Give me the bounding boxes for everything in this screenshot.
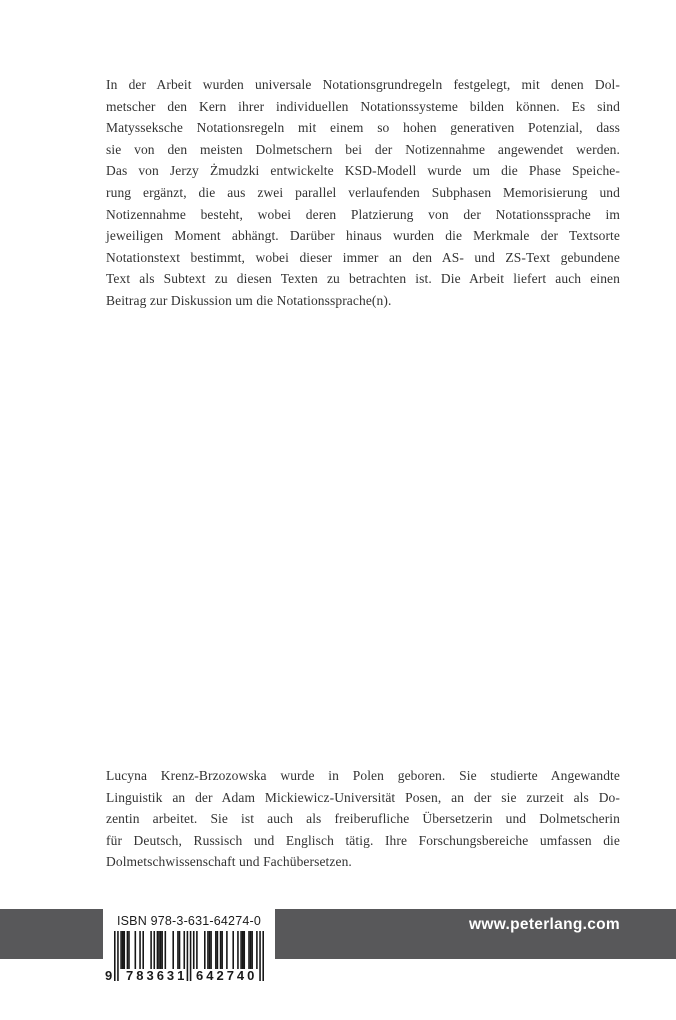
synopsis-line: Notizennahme besteht, wobei deren Platzierung von der Notationssprache im bbox=[106, 206, 620, 222]
isbn-barcode-block bbox=[103, 897, 275, 997]
author-bio-line: Lucyna Krenz-Brzozowska wurde in Polen geboren. Sie studierte Angewandte bbox=[106, 768, 620, 783]
author-bio-line: für Deutsch, Russisch und Englisch tätig. Ihre Forschungsbereiche umfassen die bbox=[106, 832, 620, 848]
barcode-digit-group-1: 783631 bbox=[126, 968, 188, 983]
synopsis-line: metscher den Kern ihrer individuellen Notationssysteme bilden können. Es sind bbox=[106, 98, 620, 114]
synopsis-line: Matysseksche Notationsregeln mit einem so hohen generativen Potenzial, dass bbox=[106, 120, 620, 136]
isbn-label: ISBN 978-3-631-64274-0 bbox=[116, 914, 262, 928]
barcode-digits bbox=[103, 968, 275, 984]
synopsis-line: Text als Subtext zu diesen Texten zu betrachten ist. Die Arbeit liefert auch einen bbox=[106, 271, 620, 287]
author-bio-line: Linguistik an der Adam Mickiewicz-Universität Posen, an der sie zurzeit als Do- bbox=[106, 789, 620, 805]
barcode-digit-group-2: 642740 bbox=[196, 968, 258, 983]
author-bio-text bbox=[106, 765, 620, 873]
publisher-website-link[interactable]: www.peterlang.com bbox=[469, 916, 620, 933]
synopsis-line: sie von den meisten Dolmetschern bei der Notizennahme angewendet werden. bbox=[106, 141, 620, 157]
author-bio-line: zentin arbeitet. Sie ist auch als freiberufliche Übersetzerin und Dolmetscherin bbox=[106, 811, 620, 827]
synopsis-line: jeweiligen Moment abhängt. Darüber hinaus wurden die Merkmale der Textsorte bbox=[106, 228, 620, 244]
synopsis-text bbox=[106, 74, 620, 312]
synopsis-line: In der Arbeit wurden universale Notationsgrundregeln festgelegt, mit denen Dol- bbox=[106, 77, 620, 92]
synopsis-line: Beitrag zur Diskussion um die Notationssprache(n). bbox=[106, 292, 392, 308]
barcode-digit-leading: 9 bbox=[105, 968, 116, 983]
synopsis-line: Notationstext bestimmt, wobei dieser immer an den AS- und ZS-Text gebundene bbox=[106, 249, 620, 265]
author-bio-line: Dolmetschwissenschaft und Fachübersetzen. bbox=[106, 854, 352, 870]
synopsis-line: Das von Jerzy Żmudzki entwickelte KSD-Modell wurde um die Phase Speiche- bbox=[106, 163, 620, 179]
synopsis-line: rung ergänzt, die aus zwei parallel verlaufenden Subphasen Memorisierung und bbox=[106, 184, 620, 200]
